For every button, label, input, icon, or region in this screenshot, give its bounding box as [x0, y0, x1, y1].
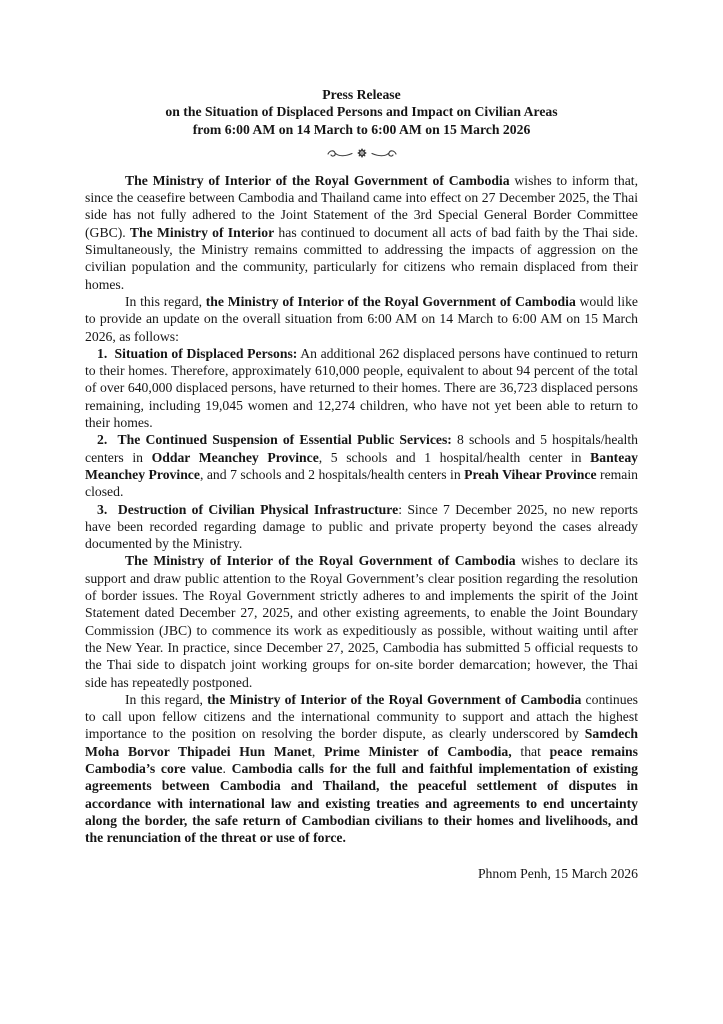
title-line-1: Press Release [322, 87, 401, 102]
press-release-title [85, 86, 638, 138]
body-paragraph: The Ministry of Interior of the Royal Government of Cambodia wishes to declare its support and draw public attention to the Royal Government’s clear position regarding the resolution of border issues. The Royal Government strictly adheres to and implements the spirit of the Joint Statement dated December 27, 2025, and other existing agreements, to enable the Joint Boundary Commission (JBC) to commence its work as expeditiously as possible, without waiting until after the New Year. In practice, since December 27, 2025, Cambodia has submitted 5 official requests to the Thai side to dispatch joint working groups for on-site border demarcation; however, the Thai side has repeatedly postponed. [85, 553, 638, 690]
title-line-3: from 6:00 AM on 14 March to 6:00 AM on 15 March 2026 [192, 121, 531, 137]
floral-divider-icon [85, 145, 638, 163]
numbered-item: 3. Destruction of Civilian Physical Infrastructure: Since 7 December 2025, no new reports have been recorded regarding damage to public and private property beyond the cases already documented by the Ministry. [85, 501, 639, 552]
dateline: Phnom Penh, 15 March 2026 [477, 866, 638, 882]
body-paragraph: The Ministry of Interior of the Royal Government of Cambodia wishes to inform that, since the ceasefire between Cambodia and Thailand came into effect on 27 December 2025, the Thai side has not fully adhered to the Joint Statement of the 3rd Special General Border Committee (GBC). The Ministry of Interior has continued to document all acts of bad faith by the Thai side. Simultaneously, the Ministry remains committed to addressing the impacts of aggression on the civilian population and the community, particularly for citizens who remain displaced from their homes. [85, 172, 639, 292]
numbered-item: 2. The Continued Suspension of Essential Public Services: 8 schools and 5 hospitals/health centers in Oddar Meanchey Province, 5 schools and 1 hospital/health center in Banteay Meanchey Province, and 7 schools and 2 hospitals/health centers in Preah Vihear Province remain closed. [85, 432, 639, 500]
body-paragraph: In this regard, the Ministry of Interior of the Royal Government of Cambodia continues to call upon fellow citizens and the international community to support and attach the highest importance to the position on resolving the border dispute, as clearly underscored by Samdech Moha Borvor Thipadei Hun Manet, Prime Minister of Cambodia, that peace remains Cambodia’s core value. Cambodia calls for the full and faithful implementation of existing agreements between Cambodia and Thailand, the peaceful settlement of disputes in accordance with international law and existing treaties and agreements to end uncertainty along the border, the safe return of Cambodian civilians to their homes and livelihoods, and the renunciation of the threat or use of force. [85, 691, 639, 846]
numbered-item: 1. Situation of Displaced Persons: An additional 262 displaced persons have continued to return to their homes. Therefore, approximately 610,000 people, equivalent to about 94 percent of the total of over 640,000 displaced persons, have returned to their homes. There are 36,723 displaced persons remaining, including 19,045 women and 12,274 children, who have not yet been able to return to their homes. [85, 345, 638, 431]
document-body [85, 172, 638, 847]
title-line-2: on the Situation of Displaced Persons and Impact on Civilian Areas [165, 104, 558, 120]
body-paragraph: In this regard, the Ministry of Interior of the Royal Government of Cambodia would like to provide an update on the overall situation from 6:00 AM on 14 March to 6:00 AM on 15 March 2026, as follows: [85, 293, 639, 344]
